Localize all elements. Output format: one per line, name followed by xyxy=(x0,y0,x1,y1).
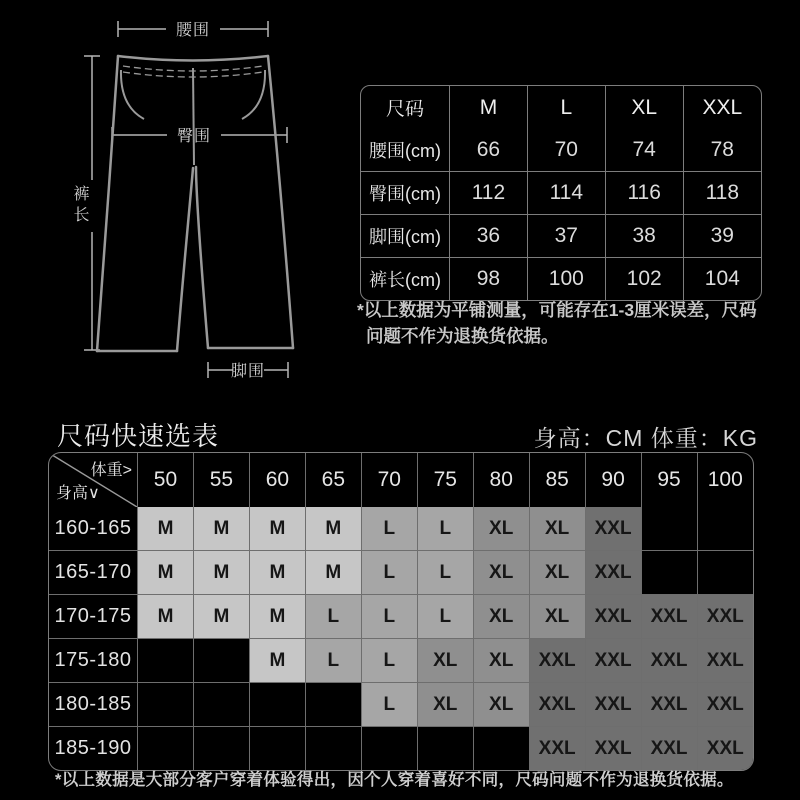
size-cell-xl: XL xyxy=(473,639,529,683)
measurement-value: 37 xyxy=(527,215,605,258)
measurement-row-label: 裤长(cm) xyxy=(361,258,450,301)
size-cell-m: M xyxy=(305,507,361,551)
quick-table-row xyxy=(49,551,753,595)
size-cell-empty xyxy=(249,683,305,727)
size-cell-xxl: XXL xyxy=(585,595,641,639)
weight-col-header: 95 xyxy=(641,453,697,507)
weight-col-header: 90 xyxy=(585,453,641,507)
measurement-value: 118 xyxy=(683,172,761,215)
size-cell-xxl: XXL xyxy=(697,727,753,771)
size-cell-empty xyxy=(138,639,194,683)
height-row-label: 185-190 xyxy=(49,727,138,771)
size-cell-l: L xyxy=(417,507,473,551)
measurement-value: 70 xyxy=(527,129,605,172)
size-cell-m: M xyxy=(249,507,305,551)
measurement-value: 114 xyxy=(527,172,605,215)
size-cell-xxl: XXL xyxy=(585,727,641,771)
corner-cell xyxy=(49,453,138,507)
height-row-label: 180-185 xyxy=(49,683,138,727)
measurement-value: 98 xyxy=(450,258,528,301)
weight-col-header: 75 xyxy=(417,453,473,507)
weight-col-header: 55 xyxy=(193,453,249,507)
size-cell-empty xyxy=(473,727,529,771)
weight-col-header: 60 xyxy=(249,453,305,507)
quick-size-table xyxy=(48,452,754,771)
size-cell-xl: XL xyxy=(473,683,529,727)
size-cell-m: M xyxy=(249,551,305,595)
size-cell-xl: XL xyxy=(417,639,473,683)
size-cell-xxl: XXL xyxy=(697,595,753,639)
size-cell-xl: XL xyxy=(529,507,585,551)
quick-table-row xyxy=(49,639,753,683)
pants-diagram xyxy=(40,8,350,400)
size-cell-empty xyxy=(417,727,473,771)
size-cell-xxl: XXL xyxy=(529,639,585,683)
waist-label: 腰围 xyxy=(175,22,211,39)
size-cell-xxl: XXL xyxy=(529,683,585,727)
length-label-char2: 长 xyxy=(73,207,91,224)
size-cell-xxl: XXL xyxy=(585,683,641,727)
weight-col-header: 65 xyxy=(305,453,361,507)
measurement-row-label: 臀围(cm) xyxy=(361,172,450,215)
measurement-row xyxy=(361,172,761,215)
size-cell-l: L xyxy=(361,507,417,551)
quick-table-row xyxy=(49,727,753,771)
size-cell-m: M xyxy=(138,551,194,595)
size-cell-m: M xyxy=(249,639,305,683)
measurement-row xyxy=(361,258,761,301)
weight-col-header: 85 xyxy=(529,453,585,507)
size-cell-l: L xyxy=(361,683,417,727)
size-cell-xxl: XXL xyxy=(697,683,753,727)
size-cell-xxl: XXL xyxy=(585,551,641,595)
hem-label: 脚围 xyxy=(230,363,266,380)
size-cell-xl: XL xyxy=(417,683,473,727)
measurement-value: 116 xyxy=(605,172,683,215)
size-cell-m: M xyxy=(138,507,194,551)
measurement-value: 36 xyxy=(450,215,528,258)
size-cell-xl: XL xyxy=(473,507,529,551)
size-cell-empty xyxy=(138,727,194,771)
size-cell-empty xyxy=(361,727,417,771)
size-cell-empty xyxy=(193,683,249,727)
measurement-row xyxy=(361,215,761,258)
size-cell-xl: XL xyxy=(529,551,585,595)
size-cell-empty xyxy=(697,507,753,551)
weight-col-header: 70 xyxy=(361,453,417,507)
measurement-value: 104 xyxy=(704,267,740,290)
quick-table-header-row xyxy=(49,453,753,507)
size-cell-xl: XL xyxy=(473,551,529,595)
measurement-col-header: M xyxy=(450,86,528,129)
size-cell-xxl: XXL xyxy=(641,727,697,771)
corner-weight-label: 体重> xyxy=(90,462,132,479)
measurement-value: 38 xyxy=(605,215,683,258)
size-cell-xxl: XXL xyxy=(585,639,641,683)
height-row-label: 170-175 xyxy=(49,595,138,639)
corner-height-label: 身高∨ xyxy=(56,485,100,502)
size-cell-empty xyxy=(697,551,753,595)
size-cell-l: L xyxy=(361,551,417,595)
measurement-value: 100 xyxy=(527,258,605,301)
size-cell-xxl: XXL xyxy=(585,507,641,551)
measurement-value: 66 xyxy=(450,129,528,172)
size-cell-xxl: XXL xyxy=(641,639,697,683)
measurement-col-header: XL xyxy=(605,86,683,129)
measurement-value: 39 xyxy=(683,215,761,258)
size-cell-l: L xyxy=(417,595,473,639)
measurement-table xyxy=(360,85,762,301)
quick-table-title: 尺码快速选表 xyxy=(57,421,220,451)
measurement-table-grid xyxy=(361,86,761,300)
size-cell-m: M xyxy=(138,595,194,639)
size-cell-m: M xyxy=(193,507,249,551)
height-row-label: 160-165 xyxy=(49,507,138,551)
weight-col-header: 80 xyxy=(473,453,529,507)
measurement-value: 112 xyxy=(450,172,528,215)
size-cell-empty xyxy=(193,639,249,683)
measurement-value: 78 xyxy=(683,129,761,172)
size-cell-empty xyxy=(641,507,697,551)
size-cell-empty xyxy=(305,683,361,727)
size-cell-m: M xyxy=(193,595,249,639)
size-cell-xl: XL xyxy=(473,595,529,639)
height-row-label: 175-180 xyxy=(49,639,138,683)
measurement-header-row xyxy=(361,86,761,129)
size-cell-empty xyxy=(138,683,194,727)
measurement-row xyxy=(361,129,761,172)
measurement-value: 102 xyxy=(605,258,683,301)
measurement-note-line1: *以上数据为平铺测量，可能存在1-3厘米误差，尺码 xyxy=(357,300,757,320)
hip-label: 臀围 xyxy=(176,128,212,145)
measurement-col-header: XXL xyxy=(702,95,743,119)
size-cell-xxl: XXL xyxy=(697,639,753,683)
size-cell-m: M xyxy=(305,551,361,595)
weight-col-header: 50 xyxy=(138,453,194,507)
size-cell-empty xyxy=(641,551,697,595)
size-cell-empty xyxy=(305,727,361,771)
measurement-row-label: 腰围(cm) xyxy=(361,129,450,172)
measurement-col-header: 尺码 xyxy=(361,86,450,129)
quick-size-table-grid xyxy=(49,453,753,770)
length-label-char1: 裤 xyxy=(73,186,91,203)
measurement-note xyxy=(357,297,771,350)
size-cell-l: L xyxy=(361,595,417,639)
quick-table-row xyxy=(49,507,753,551)
measurement-row-label: 脚围(cm) xyxy=(361,215,450,258)
height-row-label: 165-170 xyxy=(49,551,138,595)
quick-table-row xyxy=(49,683,753,727)
size-cell-m: M xyxy=(193,551,249,595)
size-cell-empty xyxy=(249,727,305,771)
size-cell-empty xyxy=(193,727,249,771)
size-cell-xxl: XXL xyxy=(641,595,697,639)
size-cell-l: L xyxy=(417,551,473,595)
measurement-value: 74 xyxy=(605,129,683,172)
quick-table-units: 身高：CM 体重：KG xyxy=(533,425,758,451)
weight-col-header: 100 xyxy=(707,468,743,491)
size-cell-m: M xyxy=(249,595,305,639)
size-cell-l: L xyxy=(305,595,361,639)
quick-table-note: *以上数据是大部分客户穿着体验得出，因个人穿着喜好不同，尺码问题不作为退换货依据。 xyxy=(55,771,734,789)
quick-table-row xyxy=(49,595,753,639)
size-cell-l: L xyxy=(305,639,361,683)
size-cell-l: L xyxy=(361,639,417,683)
size-cell-xxl: XXL xyxy=(641,683,697,727)
measurement-col-header: L xyxy=(527,86,605,129)
measurement-note-line2: 问题不作为退换货依据。 xyxy=(366,326,559,347)
size-cell-xxl: XXL xyxy=(529,727,585,771)
size-cell-xl: XL xyxy=(529,595,585,639)
